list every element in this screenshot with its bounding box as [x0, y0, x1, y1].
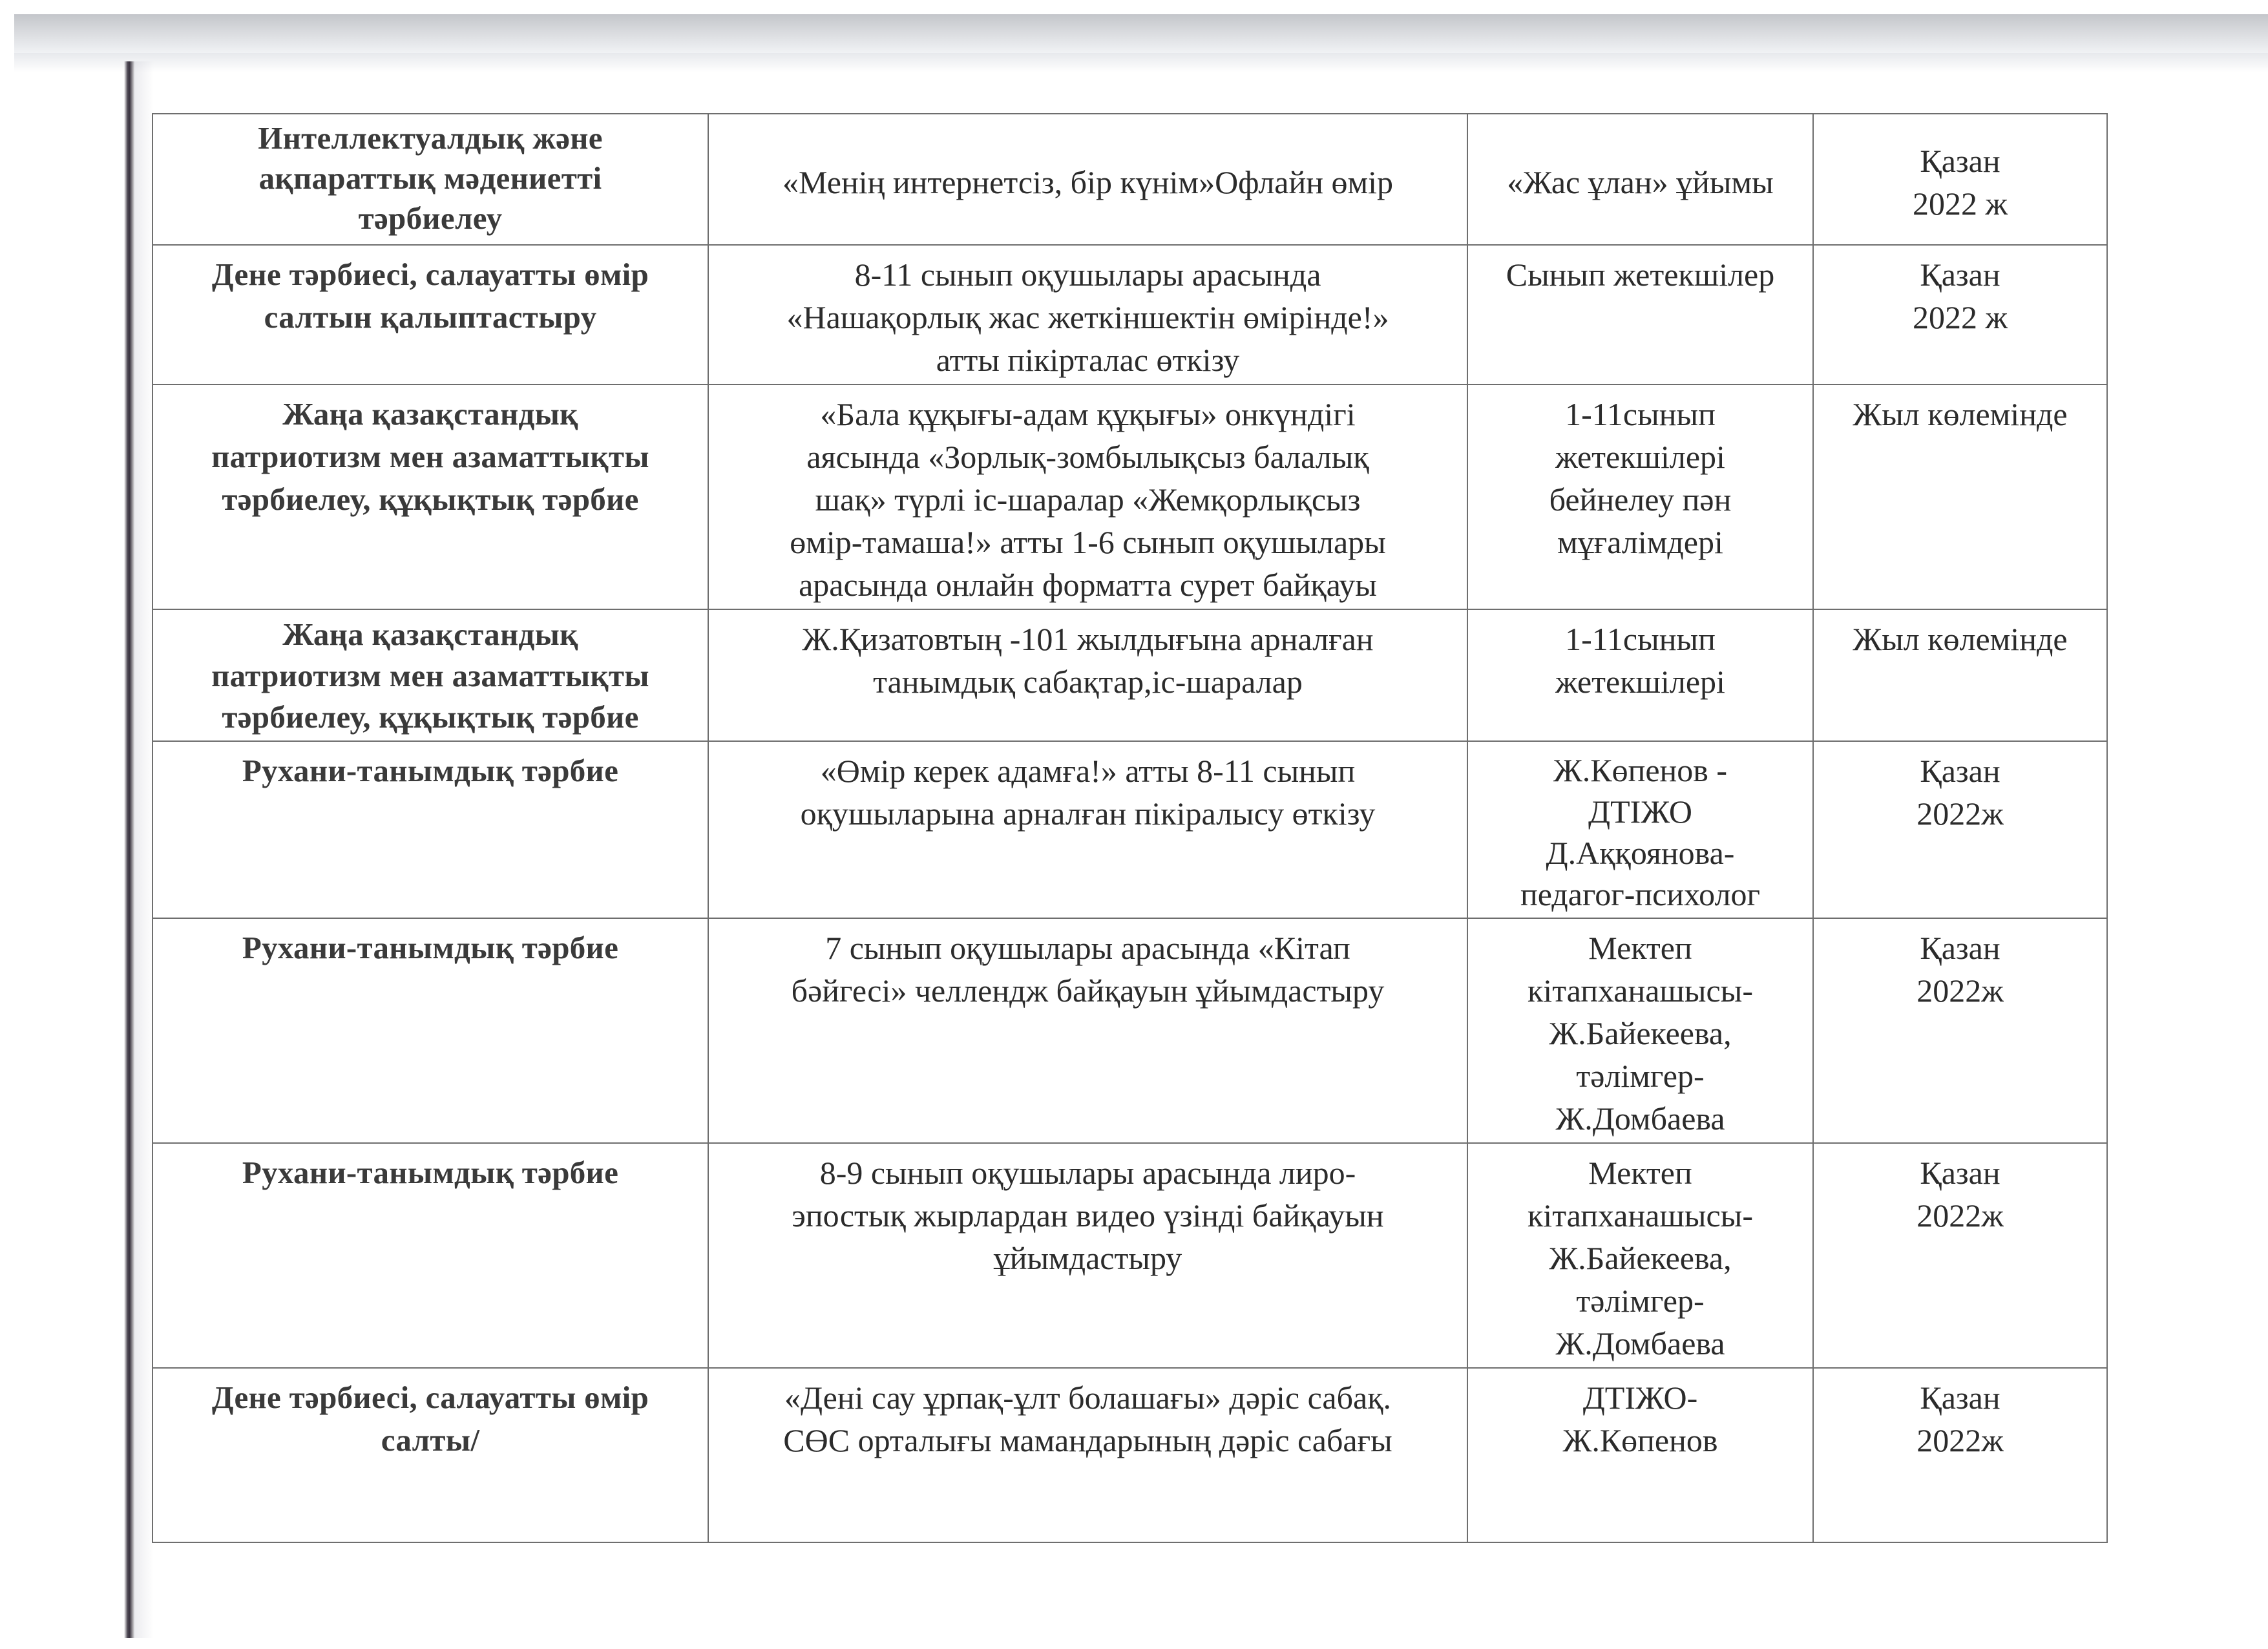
event-cell: [708, 1143, 1467, 1368]
table-row: [152, 384, 2107, 609]
cell-line: «Дені сау ұрпақ-ұлт болашағы» дәріс сабақ.: [784, 1380, 1392, 1416]
cell-line: ұйымдастыру: [993, 1240, 1182, 1276]
cell-line: «Өмір керек адамға!» атты 8-11 сынып: [820, 753, 1356, 789]
cell-line: Мектеп: [1588, 1155, 1692, 1191]
direction-cell: [152, 1368, 708, 1542]
cell-line: Сынып жетекшілер: [1506, 257, 1775, 293]
responsible-cell: [1467, 114, 1813, 245]
event-cell: [708, 609, 1467, 741]
deadline-cell: [1813, 609, 2107, 741]
cell-line: Дене тәрбиесі, салауатты өмір: [211, 1380, 649, 1415]
cell-line: бейнелеу пән: [1549, 481, 1732, 518]
event-cell: [708, 918, 1467, 1143]
cell-line: өмір-тамаша!» атты 1-6 сынып оқушылары: [790, 524, 1386, 560]
cell-line: Мектеп: [1588, 930, 1692, 966]
cell-line: аясында «Зорлық-зомбылықсыз балалық: [806, 439, 1369, 475]
direction-cell: [152, 245, 708, 384]
deadline-cell: [1813, 741, 2107, 918]
cell-line: тәрбиелеу: [358, 200, 503, 236]
cell-line: Ж.Домбаева: [1555, 1325, 1725, 1361]
table-row: [152, 1143, 2107, 1368]
cell-line: Ж.Қизатовтың -101 жылдығына арналған: [802, 621, 1374, 657]
direction-cell: [152, 609, 708, 741]
deadline-cell: [1813, 384, 2107, 609]
cell-line: Қазан: [1920, 1155, 2000, 1191]
cell-line: 8-9 сынып оқушылары арасында лиро-: [819, 1155, 1356, 1191]
cell-line: Ж.Домбаева: [1555, 1100, 1725, 1137]
scan-binding-edge: [124, 61, 134, 1638]
cell-line: педагог-психолог: [1520, 876, 1760, 912]
cell-line: мұғалімдері: [1557, 524, 1723, 560]
cell-line: патриотизм мен азаматтықты: [211, 439, 649, 474]
scan-top-shadow-band: [14, 14, 2268, 53]
table-row: [152, 741, 2107, 918]
direction-cell: [152, 1143, 708, 1368]
deadline-cell: [1813, 245, 2107, 384]
event-cell: [708, 114, 1467, 245]
cell-line: патриотизм мен азаматтықты: [211, 658, 649, 693]
table-row: [152, 245, 2107, 384]
cell-line: оқушыларына арналған пікіралысу өткізу: [800, 795, 1376, 832]
cell-line: тәлімгер-: [1576, 1058, 1705, 1094]
cell-line: «Жас ұлан» ұйымы: [1507, 163, 1774, 200]
scan-top-fade: [14, 53, 2268, 72]
cell-line: Қазан: [1920, 257, 2000, 293]
cell-line: ДТІЖО: [1588, 793, 1692, 830]
deadline-cell: [1813, 918, 2107, 1143]
cell-line: Ж.Байекеева,: [1549, 1015, 1732, 1051]
cell-line: тәлімгер-: [1576, 1283, 1705, 1319]
cell-line: Рухани-танымдық тәрбие: [242, 1155, 619, 1190]
cell-line: Рухани-танымдық тәрбие: [242, 753, 619, 788]
cell-line: Қазан: [1920, 930, 2000, 966]
direction-cell: [152, 741, 708, 918]
responsible-cell: [1467, 1143, 1813, 1368]
table-row: [152, 114, 2107, 245]
cell-line: танымдық сабақтар,іс-шаралар: [873, 664, 1303, 700]
deadline-cell: [1813, 1368, 2107, 1542]
cell-line: Жыл көлемінде: [1853, 621, 2068, 657]
cell-line: 2022ж: [1916, 1197, 2004, 1234]
table-row: [152, 609, 2107, 741]
cell-line: «Бала құқығы-адам құқығы» онкүндігі: [820, 396, 1356, 432]
cell-line: жетекшілері: [1555, 664, 1725, 700]
cell-line: Ж.Көпенов -: [1553, 752, 1728, 788]
responsible-cell: [1467, 384, 1813, 609]
cell-line: Жаңа қазақстандық: [282, 616, 578, 652]
cell-line: «Нашақорлық жас жеткіншектін өмірінде!»: [786, 299, 1389, 335]
table-row: [152, 1368, 2107, 1542]
table-row: [152, 918, 2107, 1143]
cell-line: Қазан: [1920, 1380, 2000, 1416]
responsible-cell: [1467, 245, 1813, 384]
cell-line: Д.Аққоянова-: [1546, 835, 1735, 871]
cell-line: тәрбиелеу, құқықтық тәрбие: [222, 699, 639, 735]
cell-line: Рухани-танымдық тәрбие: [242, 930, 619, 965]
cell-line: 8-11 сынып оқушылары арасында: [854, 257, 1321, 293]
cell-line: 2022 ж: [1912, 299, 2008, 335]
cell-line: 7 сынып оқушылары арасында «Кітап: [825, 930, 1350, 966]
event-cell: [708, 741, 1467, 918]
direction-cell: [152, 384, 708, 609]
direction-cell: [152, 114, 708, 245]
event-cell: [708, 245, 1467, 384]
direction-cell: [152, 918, 708, 1143]
responsible-cell: [1467, 741, 1813, 918]
cell-line: Жыл көлемінде: [1853, 396, 2068, 432]
responsible-cell: [1467, 609, 1813, 741]
responsible-cell: [1467, 918, 1813, 1143]
cell-line: тәрбиелеу, құқықтық тәрбие: [222, 481, 639, 517]
cell-line: шақ» түрлі іс-шаралар «Жемқорлықсыз: [815, 481, 1361, 518]
activity-plan-table: [152, 113, 2108, 1543]
responsible-cell: [1467, 1368, 1813, 1542]
cell-line: ДТІЖО-: [1582, 1380, 1698, 1416]
cell-line: Қазан: [1920, 142, 2000, 179]
cell-line: бәйгесі» челлендж байқауын ұйымдастыру: [791, 972, 1385, 1009]
cell-line: эпостық жырлардан видео үзінді байқауын: [792, 1197, 1384, 1234]
scan-binding-shadow: [134, 61, 154, 1638]
cell-line: атты пікірталас өткізу: [936, 342, 1240, 378]
cell-line: Ж.Байекеева,: [1549, 1240, 1732, 1276]
cell-line: салтын қалыптастыру: [264, 299, 597, 335]
cell-line: Қазан: [1920, 753, 2000, 789]
cell-line: салты/: [381, 1422, 480, 1458]
cell-line: 2022ж: [1916, 972, 2004, 1009]
cell-line: арасында онлайн форматта сурет байқауы: [799, 567, 1377, 603]
cell-line: СӨС орталығы мамандарының дәріс сабағы: [783, 1422, 1392, 1458]
cell-line: 1-11сынып: [1565, 621, 1716, 657]
cell-line: Жаңа қазақстандық: [282, 396, 578, 432]
cell-line: 1-11сынып: [1565, 396, 1716, 432]
cell-line: 2022 ж: [1912, 185, 2008, 222]
deadline-cell: [1813, 1143, 2107, 1368]
event-cell: [708, 384, 1467, 609]
cell-line: «Менің интернетсіз, бір күнім»Офлайн өмір: [782, 163, 1394, 200]
cell-line: 2022ж: [1916, 795, 2004, 832]
cell-line: Интеллектуалдық және: [258, 120, 603, 156]
cell-line: Дене тәрбиесі, салауатты өмір: [211, 257, 649, 292]
cell-line: кітапханашысы-: [1528, 1197, 1753, 1234]
deadline-cell: [1813, 114, 2107, 245]
cell-line: ақпараттық мәдениетті: [258, 160, 602, 196]
cell-line: Ж.Көпенов: [1562, 1422, 1718, 1458]
cell-line: жетекшілері: [1555, 439, 1725, 475]
cell-line: кітапханашысы-: [1528, 972, 1753, 1009]
cell-line: 2022ж: [1916, 1422, 2004, 1458]
event-cell: [708, 1368, 1467, 1542]
